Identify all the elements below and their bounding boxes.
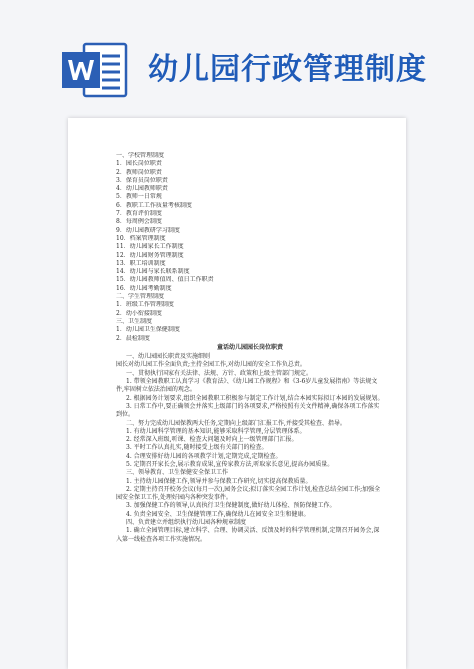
- body-paragraph: 2. 定期主持召开校务会议(每月一次),园务会议;拟订落实全园工作计划,检查总结全园工作;加强全园安全保卫工作,处理好园内各种突发事件。: [116, 485, 381, 502]
- body-paragraph: 3. 日常工作中,要正确领会并落实上级部门的各项要求,严格按照有关文件精神,确保各项工作落实到位。: [116, 402, 380, 419]
- toc-line: 2．幼小衔接制度: [116, 309, 162, 317]
- body-paragraph: 3. 加强保健工作的领导,认真执行卫生保健制度,做好幼儿体检、预防保健工作。: [126, 502, 336, 510]
- toc-line: 2．教师岗位职责: [116, 168, 162, 176]
- table-of-contents: [116, 152, 384, 343]
- toc-line: 7．教育评价制度: [116, 210, 162, 218]
- document-header: [0, 0, 474, 110]
- document-page: [68, 118, 406, 669]
- toc-line: 16．幼儿园考勤制度: [116, 284, 172, 292]
- toc-line: 3．保育员岗位职责: [116, 176, 168, 184]
- toc-line: 1．班级工作管理制度: [116, 301, 174, 309]
- body-paragraph: 园长对幼儿园工作全面负责;主持全园工作,对幼儿园的安全工作负总责。: [116, 361, 306, 369]
- body-paragraph: 2. 经常深入班级,听课、检查大问题及时向上一级管理部门汇报。: [126, 436, 298, 444]
- toc-line: 5．教师一日常规: [116, 193, 162, 201]
- toc-line: 4．幼儿园教师职责: [116, 185, 168, 193]
- body-paragraph: 二、努力完成幼儿园保教两大任务,定期向上级部门汇报工作,并接受其检查、指导。: [126, 419, 346, 427]
- body-paragraph: 5. 定期召开家长会,展示教育成果,宣传家教方法,听取家长意见,提高办园质量。: [126, 460, 334, 468]
- toc-line: 1．幼儿园卫生保健制度: [116, 326, 180, 334]
- body-paragraph: 一、贯彻执行国家有关法律、法规、方针、政策和上级主管部门规定。: [126, 369, 313, 377]
- toc-line: 一、学校管理制度: [116, 152, 165, 159]
- toc-line: 9．幼儿园教研学习制度: [116, 226, 180, 234]
- body-paragraph: 1. 有幼儿园科学管理的基本知识,能够采取科学管理,分层管理体系。: [126, 427, 306, 435]
- toc-line: 10．档案管理制度: [116, 234, 166, 242]
- toc-line: 1．园长岗位职责: [116, 160, 162, 168]
- toc-line: 6．教职工工作质量考核制度: [116, 201, 192, 209]
- body-paragraph: 2. 根据园务计划要求,组织全园教职工积极参与制定工作计划,结合本园实际拟订本园的发展规划。: [126, 394, 384, 402]
- toc-line: 11．幼儿园家长工作制度: [116, 243, 184, 251]
- body-paragraph: 四、负责建立并组织执行幼儿园各种规章制度: [126, 519, 247, 527]
- body-paragraph: 1. 带领全园教职工认真学习《教育法》、《幼儿园工作规程》和《3-6岁儿童发展指南》等法规文件,牢固树立依法治园的观念。: [116, 378, 378, 394]
- toc-line: 二、学生管理制度: [116, 293, 165, 301]
- body-paragraph: 三、领导教育、卫生保健安全保卫工作: [126, 469, 229, 477]
- word-doc-icon: [62, 40, 130, 100]
- body-paragraph: 一、幼儿园园长职责及实施细则: [126, 353, 211, 361]
- document-content: [116, 152, 384, 544]
- toc-line: 三、卫生制度: [116, 317, 153, 325]
- body-paragraph: 4. 负责全园安全、卫生保健管理工作,确保幼儿在园安全卫生和健康。: [126, 510, 310, 518]
- body-paragraph: 4. 合理安排好幼儿园的各项教学计划,定期完成,定期检查。: [126, 452, 282, 460]
- body-paragraph: 1. 确立全园管理目标,建立科学、合理、协调灵活、反馈及时的科学管理机制,定期召开园务会,深入第一线检查各项工作实施情况。: [116, 527, 380, 543]
- section-title: 童话幼儿园园长岗位职责: [216, 343, 283, 351]
- toc-line: 8．每周例会制度: [116, 218, 162, 226]
- toc-line: 12．幼儿园财务管理制度: [116, 251, 184, 259]
- toc-line: 14．幼儿园与家长联系制度: [116, 268, 190, 276]
- body-paragraph: 3. 平时工作认真扎实,随时接受上级有关部门的检查。: [126, 444, 268, 452]
- toc-line: 13．职工培训制度: [116, 259, 166, 267]
- section-body: [116, 353, 384, 544]
- body-paragraph: 1. 主持幼儿园保健工作,领导并参与保教工作研究,切实提高保教质量。: [126, 477, 312, 485]
- toc-line: 2．晨检制度: [116, 334, 150, 342]
- toc-line: 15．幼儿园教师值周、值日工作职责: [116, 276, 214, 284]
- document-title: 幼儿园行政管理制度: [148, 52, 427, 87]
